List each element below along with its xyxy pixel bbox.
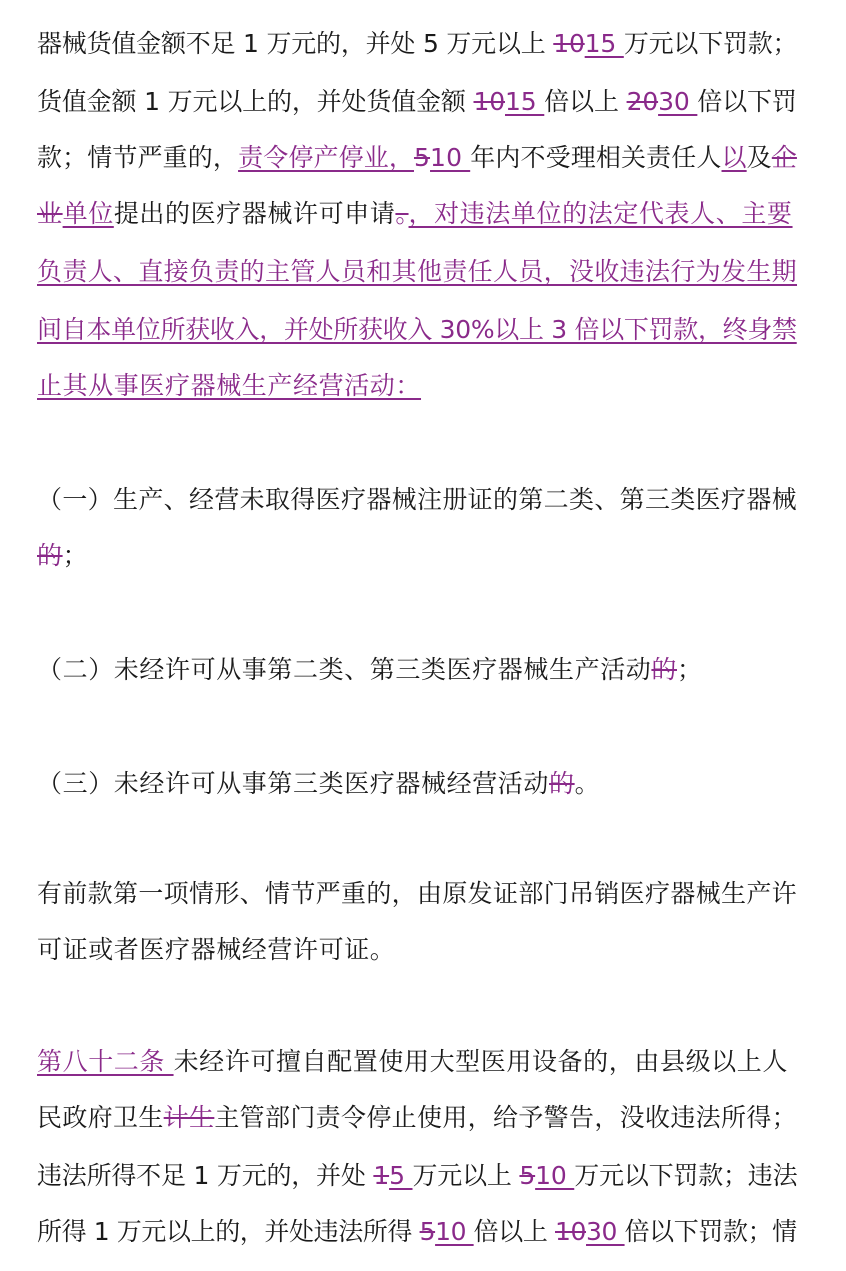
text-line [37,1158,797,1194]
body-text: 万元以下罚款；违法 [574,1161,798,1190]
body-text: （一）生产、经营未取得医疗器械注册证的第二类、第三类医疗器械 [37,485,798,514]
inserted-text: 10 [430,143,471,172]
body-text: ； [677,655,703,684]
text-line [37,932,395,968]
text-line [37,1214,797,1250]
deleted-text: 5 [413,143,431,172]
body-text: 年内不受理相关责任人 [470,143,722,172]
body-text: 违法所得不足 1 万元的，并处 [37,1161,374,1190]
text-line [37,876,797,912]
inserted-text: 5 [389,1161,413,1190]
body-text: 有前款第一项情形、情节严重的，由原发证部门吊销医疗器械生产许 [37,879,798,908]
body-text: 未经许可擅自配置使用大型医用设备的，由县级以上人 [173,1047,788,1076]
body-text: （二）未经许可从事第二类、第三类医疗器械生产活动 [37,655,652,684]
text-line [37,254,797,290]
deleted-text: 企 [771,143,797,172]
text-line [37,482,797,518]
text-line [37,766,600,802]
text-line [37,140,797,176]
deleted-text: 10 [553,29,585,58]
body-text: （三）未经许可从事第三类医疗器械经营活动 [37,769,550,798]
text-line [37,1100,797,1136]
inserted-text: 30 [658,87,698,116]
text-line [37,196,793,232]
inserted-text: 负责人、直接负责的主管人员和其他责任人员，没收违法行为发生期 [37,257,798,286]
inserted-text: 单位 [62,199,114,228]
body-text: 款；情节严重的， [37,143,239,172]
inserted-text: 10 [535,1161,575,1190]
body-text: 。 [574,769,601,798]
body-text: ； [62,541,89,570]
body-text: 倍以上 [544,87,627,116]
body-text: 可证或者医疗器械经营许可证。 [37,935,396,964]
body-text: 所得 1 万元以上的，并处违法所得 [37,1217,420,1246]
text-line [37,26,797,62]
text-line [37,652,703,688]
deleted-text: 。 [395,199,409,228]
deleted-text: 20 [626,87,659,116]
inserted-text: 止其从事医疗器械生产经营活动： [37,371,422,400]
body-text: 万元以下罚款； [623,29,798,58]
body-text: 倍以下罚 [697,87,797,116]
body-text: 倍以上 [473,1217,555,1246]
deleted-text: 的 [651,655,678,684]
text-line [37,312,797,348]
inserted-text: 15 [584,29,624,58]
deleted-text: 的 [549,769,575,798]
body-text: 倍以下罚款；情 [624,1217,797,1246]
text-line [37,1044,788,1080]
deleted-text: 业 [37,199,63,228]
deleted-text: 10 [555,1217,587,1246]
body-text: 提出的医疗器械许可申请 [113,199,396,228]
deleted-text: 5 [419,1217,436,1246]
inserted-text: 间自本单位所获收入，并处所获收入 30%以上 3 倍以下罚款，终身禁 [37,315,797,344]
inserted-text: 30 [586,1217,625,1246]
body-text: 货值金额 1 万元以上的，并处货值金额 [37,87,474,116]
inserted-text: 10 [435,1217,474,1246]
text-line [37,368,421,404]
deleted-text: 的 [37,541,63,570]
deleted-text: 1 [373,1161,390,1190]
deleted-text: 5 [519,1161,536,1190]
inserted-text: ，对违法单位的法定代表人、主要 [408,199,793,228]
deleted-text: 计生 [163,1103,215,1132]
body-text: 器械货值金额不足 1 万元的，并处 5 万元以上 [37,29,554,58]
deleted-text: 10 [473,87,505,116]
body-text: 民政府卫生 [37,1103,164,1132]
inserted-text: 15 [505,87,545,116]
text-line [37,84,797,120]
body-text: 万元以上 [412,1161,520,1190]
inserted-text: 第八十二条 [37,1047,174,1076]
inserted-text: 以 [721,143,747,172]
body-text: 主管部门责令停止使用，给予警告，没收违法所得； [214,1103,798,1132]
body-text: 及 [746,143,772,172]
text-line [37,538,88,574]
inserted-text: 责令停产停业， [238,143,414,172]
